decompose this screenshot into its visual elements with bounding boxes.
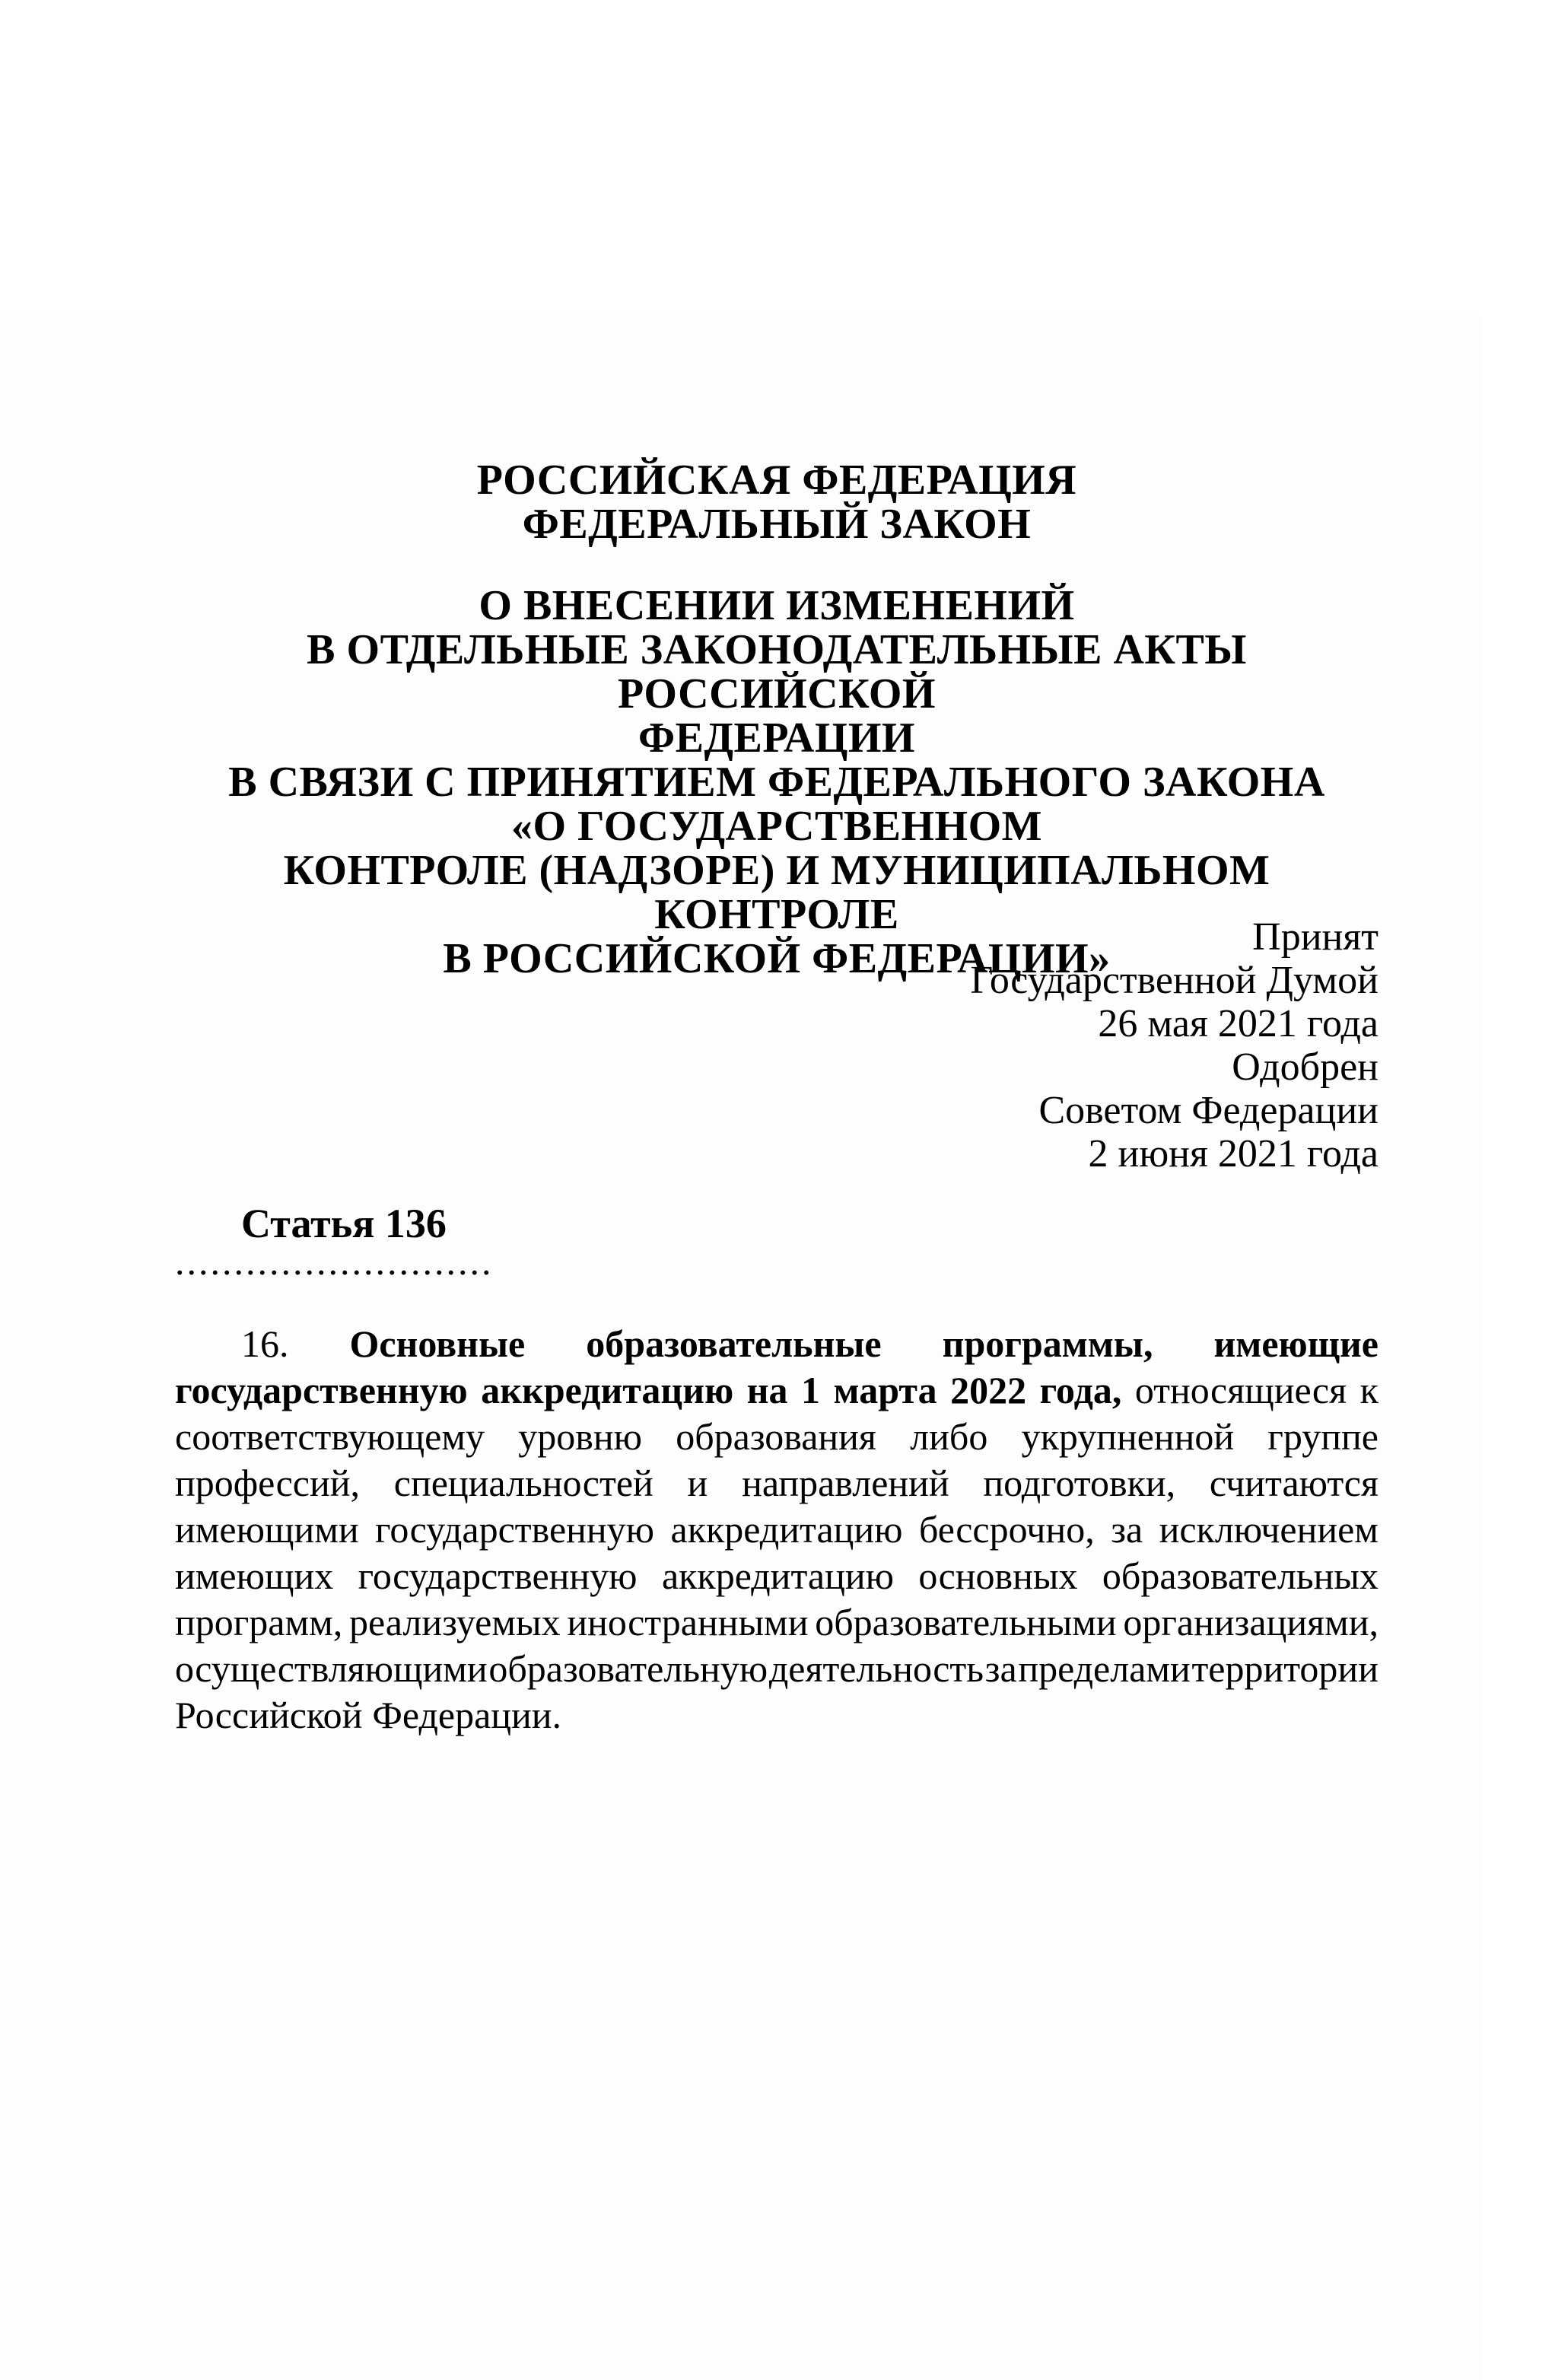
paragraph-line xyxy=(175,1646,1379,1692)
word: уровню xyxy=(518,1415,642,1458)
article-heading: Статья 136 xyxy=(241,1201,447,1246)
word: за xyxy=(1111,1508,1143,1551)
word: аккредитацию xyxy=(661,1554,894,1597)
subject-line: КОНТРОЛЕ (НАДЗОРЕ) И МУНИЦИПАЛЬНОМ КОНТРОЛЕ xyxy=(283,847,1270,938)
paragraph-line xyxy=(175,1460,1379,1507)
word: организациями, xyxy=(1123,1601,1379,1643)
word: группе xyxy=(1267,1415,1379,1458)
word: за xyxy=(984,1647,1017,1690)
word: образовательными xyxy=(815,1601,1117,1643)
word: деятельность xyxy=(768,1647,984,1690)
word: аккредитацию xyxy=(670,1508,903,1551)
word: имеющими xyxy=(175,1508,359,1551)
word: 16. xyxy=(241,1322,289,1365)
word: имеющие xyxy=(1213,1322,1379,1365)
document-type-title: ФЕДЕРАЛЬНЫЙ ЗАКОН xyxy=(522,501,1032,548)
word: подготовки, xyxy=(983,1462,1176,1504)
subject-line: В РОССИЙСКОЙ ФЕДЕРАЦИИ» xyxy=(443,935,1111,982)
word: профессий, xyxy=(175,1462,360,1504)
word: образовательных xyxy=(1102,1554,1379,1597)
word: иностранными xyxy=(567,1601,809,1643)
word: относящиеся xyxy=(1134,1369,1347,1411)
subject-line: «О ГОСУДАРСТВЕННОМ xyxy=(510,803,1043,850)
adoption-line: Советом Федерации xyxy=(1038,1089,1379,1132)
word: имеющих xyxy=(175,1554,334,1597)
word: Основные xyxy=(349,1322,526,1365)
word: 1 xyxy=(801,1369,821,1411)
word: Российской xyxy=(175,1694,363,1736)
word: на xyxy=(746,1369,788,1411)
word: программы, xyxy=(942,1322,1153,1365)
word: образовательную xyxy=(488,1647,768,1690)
adoption-info xyxy=(175,915,1379,1176)
word: бессрочно, xyxy=(919,1508,1095,1551)
word: аккредитацию xyxy=(481,1369,734,1411)
word: 2022 xyxy=(950,1369,1027,1411)
word: образовательные xyxy=(586,1322,882,1365)
word: укрупненной xyxy=(1021,1415,1235,1458)
document-header xyxy=(175,458,1379,546)
adoption-line: 2 июня 2021 года xyxy=(1088,1132,1379,1176)
subject-line: О ВНЕСЕНИИ ИЗМЕНЕНИЙ xyxy=(479,582,1075,629)
word: специальностей xyxy=(393,1462,653,1504)
paragraph xyxy=(175,1321,1379,1739)
paragraph-line xyxy=(175,1321,1379,1367)
subject-line: В СВЯЗИ С ПРИНЯТИЕМ ФЕДЕРАЛЬНОГО ЗАКОНА xyxy=(228,759,1325,806)
word: исключением xyxy=(1159,1508,1379,1551)
word: Федерации. xyxy=(372,1694,562,1736)
paragraph-line xyxy=(175,1414,1379,1460)
adoption-line: Государственной Думой xyxy=(970,959,1379,1002)
word: государственную xyxy=(175,1369,468,1411)
paragraph-line xyxy=(175,1692,1379,1739)
word: и xyxy=(687,1462,708,1504)
country-title: РОССИЙСКАЯ ФЕДЕРАЦИЯ xyxy=(476,457,1077,504)
word: направлений xyxy=(742,1462,949,1504)
word: территории xyxy=(1191,1647,1379,1690)
adoption-line: Одобрен xyxy=(1232,1045,1379,1089)
paragraph-line xyxy=(175,1553,1379,1599)
word: программ, xyxy=(175,1601,343,1643)
subject-line: В ОТДЕЛЬНЫЕ ЗАКОНОДАТЕЛЬНЫЕ АКТЫ РОССИЙСКОЙ xyxy=(307,626,1247,718)
word: осуществляющими xyxy=(175,1647,488,1690)
adoption-line: Принят xyxy=(1252,915,1379,959)
word: государственную xyxy=(358,1554,638,1597)
word: марта xyxy=(833,1369,937,1411)
paragraph-line xyxy=(175,1507,1379,1553)
paragraph-line xyxy=(175,1367,1379,1414)
word: к xyxy=(1359,1369,1379,1411)
word: либо xyxy=(910,1415,988,1458)
adoption-line: 26 мая 2021 года xyxy=(1098,1002,1379,1045)
word: основных xyxy=(918,1554,1078,1597)
word: пределами xyxy=(1018,1647,1191,1690)
word: года, xyxy=(1039,1369,1122,1411)
word: образования xyxy=(676,1415,876,1458)
word: государственную xyxy=(375,1508,655,1551)
word: реализуемых xyxy=(348,1601,561,1643)
paragraph-line xyxy=(175,1599,1379,1646)
word: считаются xyxy=(1209,1462,1379,1504)
word: соответствующему xyxy=(175,1415,485,1458)
omitted-text-dots: ........................... xyxy=(175,1240,494,1283)
subject-line: ФЕДЕРАЦИИ xyxy=(638,714,915,762)
